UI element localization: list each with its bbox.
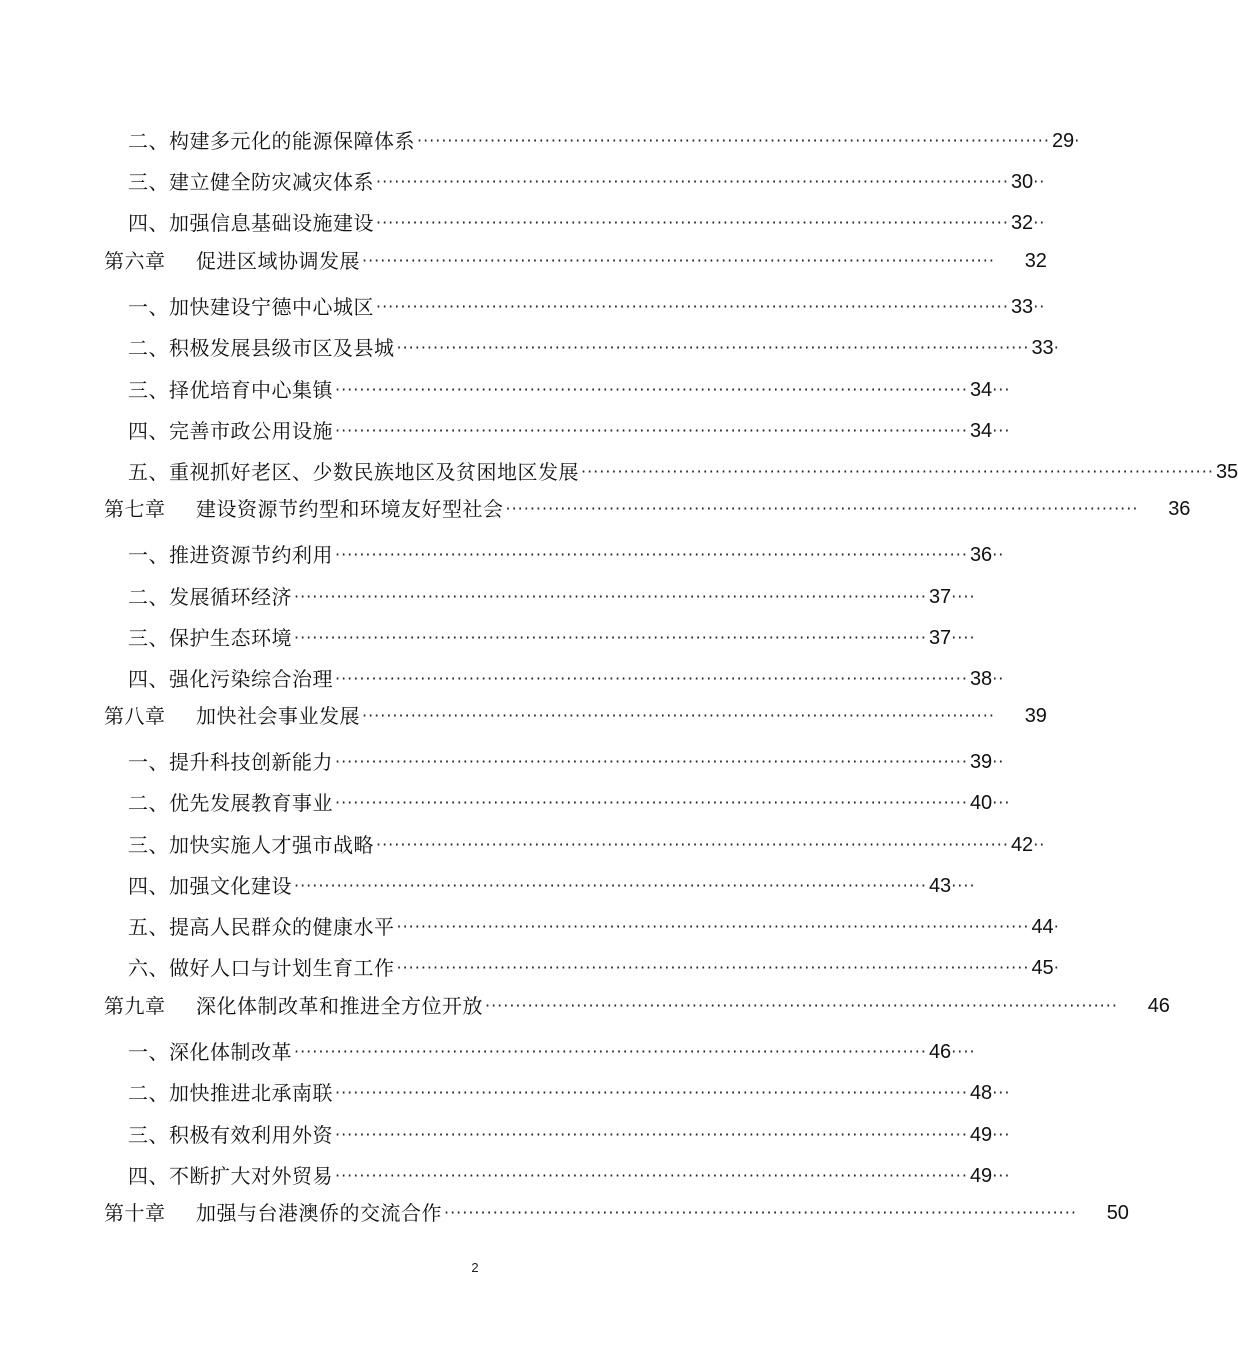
trailing-dots: ·	[1053, 958, 1060, 977]
dot-leader: ········································································································	[376, 172, 1009, 191]
dot-leader: ········································································································	[335, 669, 968, 688]
entry-page-number: 42	[1010, 834, 1034, 856]
entry-title: 二、优先发展教育事业	[128, 791, 333, 815]
entry-page-number: 30	[1010, 171, 1034, 193]
entry-page-number: 32	[1010, 212, 1034, 234]
dot-leader: ········································································································	[294, 587, 927, 606]
dot-leader: ········································································································	[294, 628, 927, 647]
entry-page-number: 45	[1031, 957, 1054, 979]
toc-section-entry[interactable]	[128, 416, 1011, 446]
entry-page-number: 33	[1010, 296, 1034, 318]
toc-section-entry[interactable]	[128, 540, 1005, 570]
entry-page-number: 37	[928, 586, 952, 608]
toc-section-entry[interactable]	[128, 1037, 976, 1067]
entry-page-number: 48	[969, 1082, 993, 1104]
entry-title: 加快社会事业发展	[196, 704, 360, 728]
trailing-dots: ··	[1033, 213, 1046, 232]
toc-section-entry[interactable]	[128, 292, 1046, 322]
dot-leader: ········································································································	[335, 1083, 968, 1102]
dot-leader: ········································································································	[485, 996, 1118, 1015]
chapter-number: 第七章	[104, 497, 166, 521]
dot-leader: ········································································································	[376, 297, 1009, 316]
toc-section-entry[interactable]	[128, 953, 1060, 983]
entry-title: 一、加快建设宁德中心城区	[128, 295, 374, 319]
trailing-dots: ···	[992, 793, 1011, 812]
trailing-dots: ·	[1053, 917, 1060, 936]
entry-page-number: 32	[1024, 250, 1047, 272]
dot-leader: ········································································································	[335, 793, 968, 812]
toc-chapter-entry[interactable]	[104, 1198, 1129, 1228]
dot-leader: ········································································································	[335, 1125, 968, 1144]
entry-page-number: 34	[969, 420, 993, 442]
dot-leader: ········································································································	[335, 421, 968, 440]
dot-leader: ········································································································	[396, 958, 1030, 977]
trailing-dots: ·	[1074, 131, 1081, 150]
trailing-dots: ···	[992, 421, 1011, 440]
toc-section-entry[interactable]	[128, 788, 1011, 818]
trailing-dots: ··	[1033, 172, 1046, 191]
entry-page-number: 39	[1024, 705, 1047, 727]
dot-leader: ········································································································	[294, 876, 927, 895]
trailing-dots: ·	[1053, 338, 1060, 357]
entry-title: 二、加快推进北承南联	[128, 1081, 333, 1105]
trailing-dots: ····	[951, 587, 976, 606]
entry-title: 二、积极发展县级市区及县城	[128, 336, 395, 360]
dot-leader: ········································································································	[335, 380, 968, 399]
chapter-number: 第十章	[104, 1201, 166, 1225]
entry-title: 四、加强文化建设	[128, 874, 292, 898]
trailing-dots: ····	[951, 628, 976, 647]
entry-page-number: 49	[969, 1124, 993, 1146]
trailing-dots: ····	[951, 876, 976, 895]
trailing-dots: ··	[1033, 835, 1046, 854]
toc-section-entry[interactable]	[128, 1078, 1011, 1108]
trailing-dots: ····	[951, 1042, 976, 1061]
trailing-dots: ···	[992, 1166, 1011, 1185]
entry-title: 建设资源节约型和环境友好型社会	[196, 497, 504, 521]
toc-section-entry[interactable]	[128, 747, 1005, 777]
entry-page-number: 29	[1051, 130, 1075, 152]
entry-title: 二、发展循环经济	[128, 585, 292, 609]
entry-page-number: 36	[1168, 498, 1191, 520]
entry-page-number: 46	[928, 1041, 952, 1063]
entry-page-number: 38	[969, 668, 993, 690]
toc-section-entry[interactable]	[128, 375, 1011, 405]
chapter-number: 第八章	[104, 704, 166, 728]
dot-leader: ········································································································	[335, 752, 968, 771]
entry-title: 三、加快实施人才强市战略	[128, 833, 374, 857]
entry-title: 一、深化体制改革	[128, 1040, 292, 1064]
entry-title: 三、保护生态环境	[128, 626, 292, 650]
dot-leader: ········································································································	[294, 1042, 927, 1061]
entry-page-number: 49	[969, 1165, 993, 1187]
dot-leader: ········································································································	[376, 213, 1009, 232]
dot-leader: ········································································································	[362, 251, 995, 270]
entry-title: 四、完善市政公用设施	[128, 419, 333, 443]
toc-section-entry[interactable]	[128, 623, 976, 653]
trailing-dots: ···	[992, 380, 1011, 399]
dot-leader: ········································································································	[581, 462, 1214, 481]
toc-chapter-entry[interactable]	[104, 991, 1170, 1021]
entry-title: 四、加强信息基础设施建设	[128, 211, 374, 235]
entry-title: 四、不断扩大对外贸易	[128, 1164, 333, 1188]
entry-page-number: 33	[1031, 337, 1054, 359]
trailing-dots: ··	[992, 752, 1005, 771]
entry-page-number: 36	[969, 544, 993, 566]
toc-section-entry[interactable]	[128, 582, 976, 612]
toc-section-entry[interactable]	[128, 126, 1081, 156]
toc-section-entry[interactable]	[128, 664, 1005, 694]
dot-leader: ········································································································	[396, 338, 1030, 357]
entry-title: 促进区域协调发展	[196, 249, 360, 273]
entry-title: 五、重视抓好老区、少数民族地区及贫困地区发展	[128, 460, 579, 484]
toc-section-entry[interactable]	[128, 871, 976, 901]
entry-title: 深化体制改革和推进全方位开放	[196, 994, 483, 1018]
toc-section-entry[interactable]	[128, 1161, 1011, 1191]
chapter-number: 第六章	[104, 249, 166, 273]
entry-title: 四、强化污染综合治理	[128, 667, 333, 691]
toc-section-entry[interactable]	[128, 333, 1060, 363]
entry-page-number: 40	[969, 792, 993, 814]
dot-leader: ········································································································	[376, 835, 1009, 854]
entry-title: 五、提高人民群众的健康水平	[128, 915, 395, 939]
dot-leader: ········································································································	[505, 499, 1139, 518]
toc-section-entry[interactable]	[128, 457, 1238, 487]
entry-page-number: 37	[928, 627, 952, 649]
entry-page-number: 35	[1215, 461, 1238, 483]
trailing-dots: ··	[992, 545, 1005, 564]
entry-title: 加强与台港澳侨的交流合作	[196, 1201, 442, 1225]
dot-leader: ········································································································	[417, 131, 1050, 150]
dot-leader: ········································································································	[396, 917, 1030, 936]
entry-title: 一、推进资源节约利用	[128, 543, 333, 567]
entry-title: 三、积极有效利用外资	[128, 1123, 333, 1147]
toc-section-entry[interactable]	[128, 912, 1060, 942]
toc-section-entry[interactable]	[128, 167, 1046, 197]
entry-page-number: 39	[969, 751, 993, 773]
toc-chapter-entry[interactable]	[104, 494, 1191, 524]
entry-page-number: 50	[1106, 1202, 1129, 1224]
dot-leader: ········································································································	[335, 1166, 968, 1185]
page-number: 2	[471, 1260, 479, 1275]
entry-page-number: 44	[1031, 916, 1054, 938]
entry-title: 一、提升科技创新能力	[128, 750, 333, 774]
entry-page-number: 43	[928, 875, 952, 897]
entry-title: 三、建立健全防灾减灾体系	[128, 170, 374, 194]
trailing-dots: ··	[1033, 297, 1046, 316]
toc-chapter-entry[interactable]	[104, 246, 1047, 276]
entry-page-number: 46	[1147, 995, 1170, 1017]
entry-title: 二、构建多元化的能源保障体系	[128, 129, 415, 153]
trailing-dots: ···	[992, 1083, 1011, 1102]
trailing-dots: ···	[992, 1125, 1011, 1144]
toc-section-entry[interactable]	[128, 208, 1046, 238]
dot-leader: ········································································································	[444, 1203, 1077, 1222]
toc-chapter-entry[interactable]	[104, 701, 1047, 731]
trailing-dots: ··	[992, 669, 1005, 688]
dot-leader: ········································································································	[335, 545, 968, 564]
chapter-number: 第九章	[104, 994, 166, 1018]
entry-page-number: 34	[969, 379, 993, 401]
dot-leader: ········································································································	[362, 706, 995, 725]
toc-section-entry[interactable]	[128, 1120, 1011, 1150]
entry-title: 六、做好人口与计划生育工作	[128, 956, 395, 980]
toc-section-entry[interactable]	[128, 830, 1046, 860]
entry-title: 三、择优培育中心集镇	[128, 378, 333, 402]
